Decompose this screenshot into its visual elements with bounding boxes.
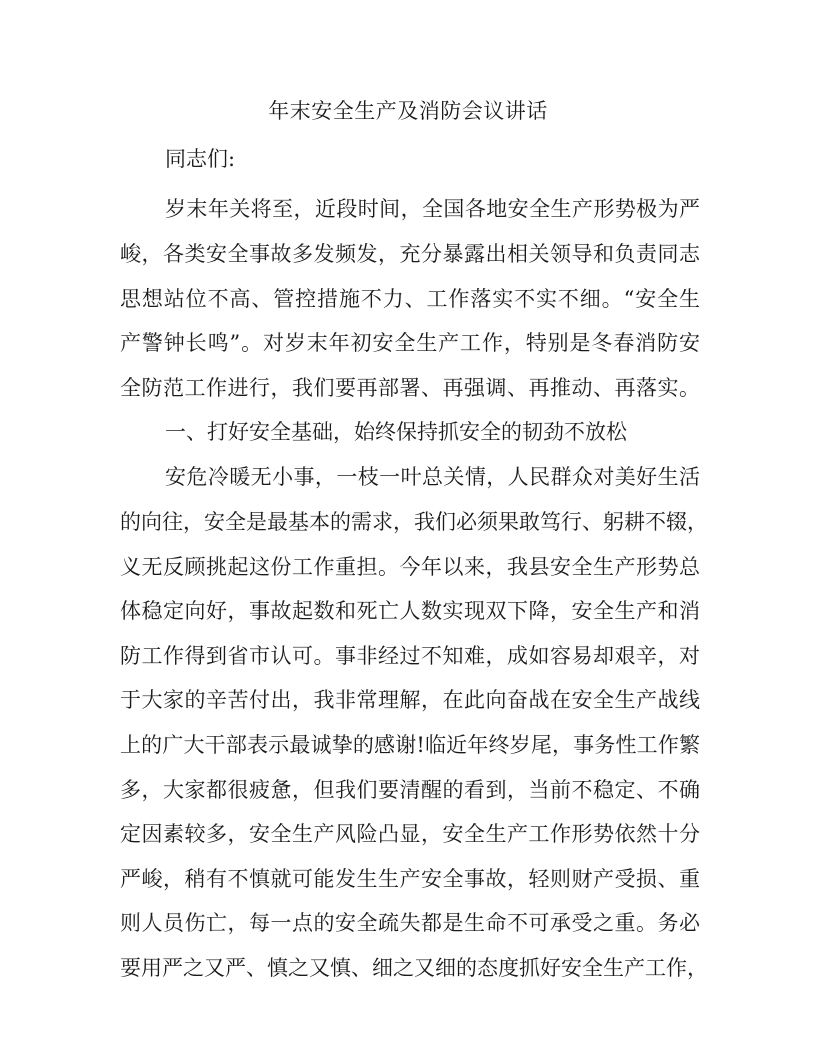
paragraph-line: 的向往，安全是最基本的需求，我们必须果敢笃行、躬耕不辍， [120,510,708,534]
paragraph-line: 上的广大干部表示最诚挚的感谢!临近年终岁尾，事务性工作繁 [120,733,700,757]
paragraph-line: 义无反顾挑起这份工作重担。今年以来，我县安全生产形势总 [120,555,700,579]
paragraph-line: 防工作得到省市认可。事非经过不知难，成如容易却艰辛，对 [120,644,700,668]
paragraph-line: 定因素较多，安全生产风险凸显，安全生产工作形势依然十分 [120,822,700,846]
paragraph-line: 严峻，稍有不慎就可能发生生产安全事故，轻则财产受损、重 [120,867,700,891]
paragraph-line: 峻，各类安全事故多发频发，充分暴露出相关领导和负责同志 [120,242,700,266]
paragraph-line: 安危冷暖无小事，一枝一叶总关情，人民群众对美好生活 [165,465,700,489]
paragraph-line: 则人员伤亡，每一点的安全疏失都是生命不可承受之重。务必 [120,911,700,935]
greeting: 同志们: [165,147,236,171]
paragraph-line: 岁末年关将至，近段时间，全国各地安全生产形势极为严 [165,197,700,221]
paragraph-line: 要用严之又严、慎之又慎、细之又细的态度抓好安全生产工作， [120,956,708,980]
paragraph-line: 多，大家都很疲惫，但我们要清醒的看到，当前不稳定、不确 [120,778,700,802]
paragraph-line: 产警钟长鸣”。对岁末年初安全生产工作，特别是冬春消防安 [120,331,700,355]
paragraph-line: 全防范工作进行，我们要再部署、再强调、再推动、再落实。 [120,376,700,400]
paragraph-line: 思想站位不高、管控措施不力、工作落实不实不细。“安全生 [120,287,700,311]
paragraph-line: 于大家的辛苦付出，我非常理解，在此向奋战在安全生产战线 [120,688,700,712]
section-heading: 一、打好安全基础，始终保持抓安全的韧劲不放松 [165,420,627,444]
document-title: 年末安全生产及消防会议讲话 [268,99,548,123]
paragraph-line: 体稳定向好，事故起数和死亡人数实现双下降，安全生产和消 [120,599,700,623]
